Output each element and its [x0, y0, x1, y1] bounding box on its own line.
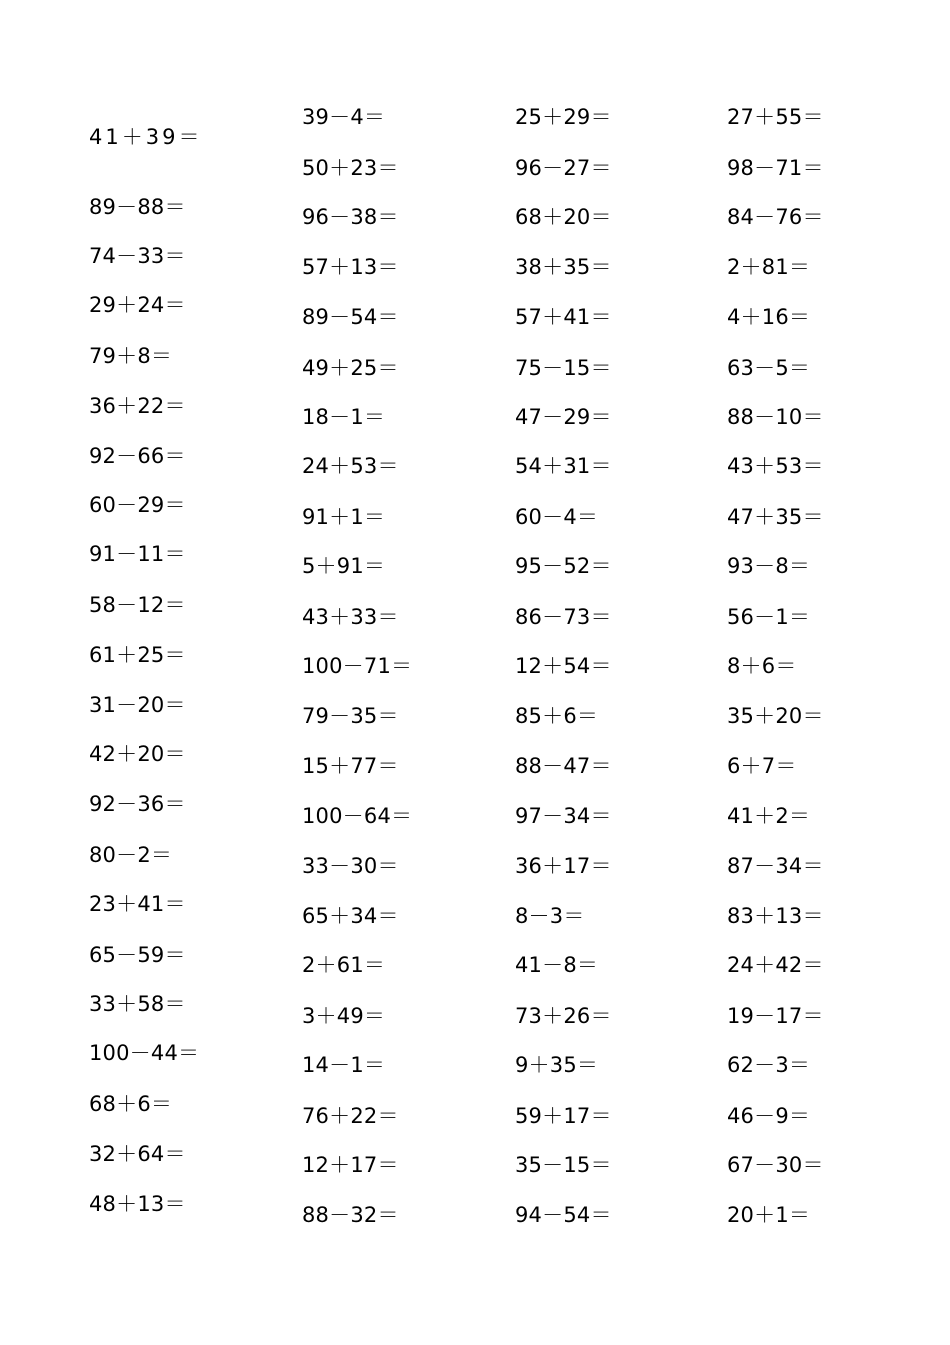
math-problem: 98－71＝	[727, 156, 824, 180]
math-problem: 31－20＝	[89, 693, 186, 717]
math-problem: 96－27＝	[515, 156, 612, 180]
math-problem: 65－59＝	[89, 943, 186, 967]
math-problem: 61＋25＝	[89, 643, 186, 667]
math-problem: 86－73＝	[515, 605, 612, 629]
math-problem: 92－66＝	[89, 444, 186, 468]
math-problem: 43＋53＝	[727, 454, 824, 478]
math-problem: 65＋34＝	[302, 904, 399, 928]
math-problem: 62－3＝	[727, 1053, 811, 1077]
math-problem: 84－76＝	[727, 205, 824, 229]
math-problem: 12＋17＝	[302, 1153, 399, 1177]
math-problem: 9＋35＝	[515, 1053, 599, 1077]
math-problem: 2＋61＝	[302, 953, 386, 977]
math-problem: 100－64＝	[302, 804, 413, 828]
math-problem: 68＋20＝	[515, 205, 612, 229]
math-problem: 100－71＝	[302, 654, 413, 678]
math-problem: 2＋81＝	[727, 255, 811, 279]
math-problem: 39－4＝	[302, 105, 386, 129]
math-problem: 57＋41＝	[515, 305, 612, 329]
math-problem: 89－54＝	[302, 305, 399, 329]
math-problem: 27＋55＝	[727, 105, 824, 129]
math-problem: 76＋22＝	[302, 1104, 399, 1128]
math-problem: 24＋42＝	[727, 953, 824, 977]
math-problem: 94－54＝	[515, 1203, 612, 1227]
math-problem: 24＋53＝	[302, 454, 399, 478]
math-problem: 79＋8＝	[89, 344, 173, 368]
math-problem: 36＋22＝	[89, 394, 186, 418]
math-problem: 8－3＝	[515, 904, 585, 928]
math-problem: 85＋6＝	[515, 704, 599, 728]
math-problem: 89－88＝	[89, 195, 186, 219]
math-problem: 50＋23＝	[302, 156, 399, 180]
math-problem: 6＋7＝	[727, 754, 797, 778]
math-problem: 74－33＝	[89, 244, 186, 268]
math-problem: 14－1＝	[302, 1053, 386, 1077]
math-problem: 18－1＝	[302, 405, 386, 429]
math-problem: 80－2＝	[89, 843, 173, 867]
math-problem: 5＋91＝	[302, 554, 386, 578]
math-problem: 63－5＝	[727, 356, 811, 380]
math-problem: 35－15＝	[515, 1153, 612, 1177]
math-problem: 88－32＝	[302, 1203, 399, 1227]
math-problem: 88－47＝	[515, 754, 612, 778]
math-problem: 47＋35＝	[727, 505, 824, 529]
math-problem: 54＋31＝	[515, 454, 612, 478]
math-problem: 43＋33＝	[302, 605, 399, 629]
math-problem: 60－29＝	[89, 493, 186, 517]
math-problem: 41＋2＝	[727, 804, 811, 828]
math-problem: 83＋13＝	[727, 904, 824, 928]
math-problem: 23＋41＝	[89, 892, 186, 916]
math-problem: 67－30＝	[727, 1153, 824, 1177]
math-problem: 46－9＝	[727, 1104, 811, 1128]
math-problem: 4＋16＝	[727, 305, 811, 329]
math-problem: 35＋20＝	[727, 704, 824, 728]
math-problem: 100－44＝	[89, 1041, 200, 1065]
math-problem: 91－11＝	[89, 542, 186, 566]
math-problem: 41＋39＝	[89, 125, 203, 149]
math-problem: 12＋54＝	[515, 654, 612, 678]
math-problem: 57＋13＝	[302, 255, 399, 279]
math-problem: 19－17＝	[727, 1004, 824, 1028]
math-problem: 3＋49＝	[302, 1004, 386, 1028]
math-problem: 75－15＝	[515, 356, 612, 380]
math-problem: 32＋64＝	[89, 1142, 186, 1166]
math-problem: 20＋1＝	[727, 1203, 811, 1227]
math-problem: 68＋6＝	[89, 1092, 173, 1116]
math-problem: 33－30＝	[302, 854, 399, 878]
math-problem: 56－1＝	[727, 605, 811, 629]
math-problem: 95－52＝	[515, 554, 612, 578]
math-problem: 97－34＝	[515, 804, 612, 828]
math-problem: 92－36＝	[89, 792, 186, 816]
math-problem: 29＋24＝	[89, 293, 186, 317]
math-problem: 73＋26＝	[515, 1004, 612, 1028]
math-problem: 25＋29＝	[515, 105, 612, 129]
math-problem: 59＋17＝	[515, 1104, 612, 1128]
math-problem: 47－29＝	[515, 405, 612, 429]
math-problem: 58－12＝	[89, 593, 186, 617]
math-problem: 15＋77＝	[302, 754, 399, 778]
math-problem: 93－8＝	[727, 554, 811, 578]
math-problem: 38＋35＝	[515, 255, 612, 279]
math-problem: 87－34＝	[727, 854, 824, 878]
math-problem: 48＋13＝	[89, 1192, 186, 1216]
math-problem: 49＋25＝	[302, 356, 399, 380]
math-problem: 8＋6＝	[727, 654, 797, 678]
math-problem: 88－10＝	[727, 405, 824, 429]
math-problem: 41－8＝	[515, 953, 599, 977]
math-problem: 96－38＝	[302, 205, 399, 229]
math-problem: 60－4＝	[515, 505, 599, 529]
math-problem: 33＋58＝	[89, 992, 186, 1016]
math-problem: 79－35＝	[302, 704, 399, 728]
math-problem: 42＋20＝	[89, 742, 186, 766]
math-problem: 36＋17＝	[515, 854, 612, 878]
math-problem: 91＋1＝	[302, 505, 386, 529]
